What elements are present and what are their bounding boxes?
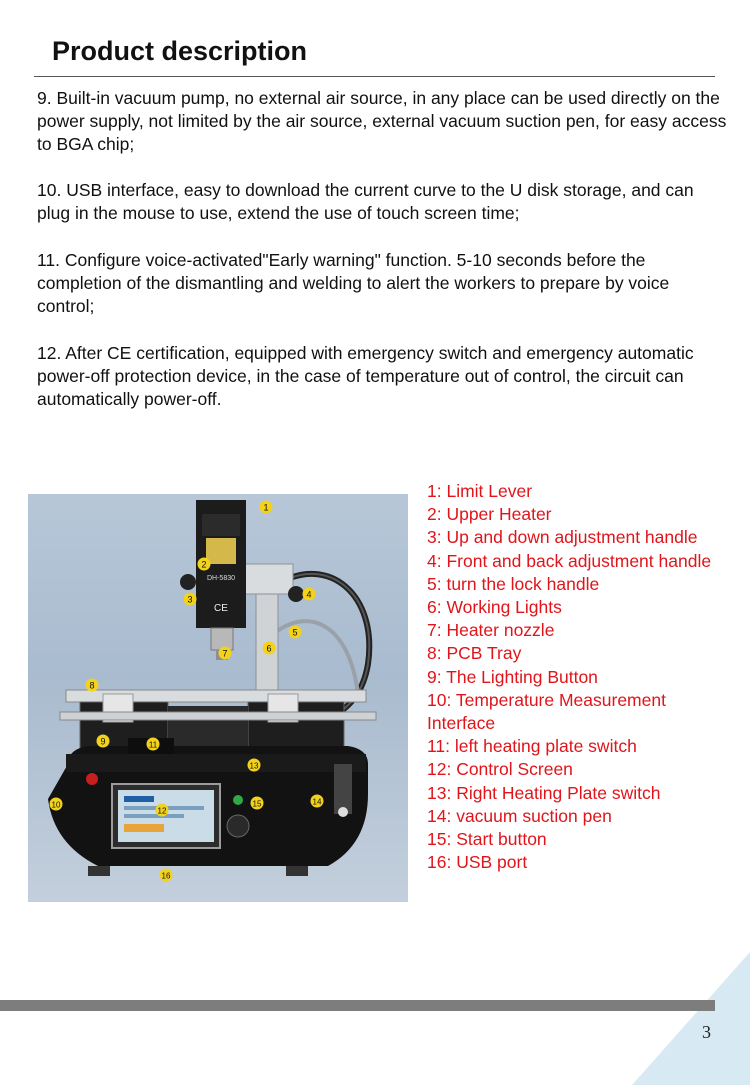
legend-item: 9: The Lighting Button [427,666,598,687]
svg-text:5: 5 [292,627,298,638]
legend-item: 5: turn the lock handle [427,573,600,594]
model-label: DH-5830 [206,575,236,582]
paragraph-11: 11. Configure voice-activated"Early warning" function. 5-10 seconds before the completion of the dismantling and welding to alert the workers to prepare by voice control; [37,250,670,316]
svg-text:12: 12 [157,806,167,816]
legend-item: 4: Front and back adjustment handle [427,550,712,571]
svg-text:13: 13 [249,761,259,771]
legend-item: 12: Control Screen [427,759,573,780]
legend-item: 15: Start button [427,829,547,850]
svg-text:16: 16 [161,871,171,881]
legend-item: 7: Heater nozzle [427,620,555,641]
paragraph-9: 9. Built-in vacuum pump, no external air source, in any place can be used directly on the power supply, not limited by the air source, external vacuum suction pen, for easy access to BGA chip; [37,88,727,154]
svg-text:11: 11 [148,740,158,750]
svg-text:9: 9 [100,736,106,747]
svg-text:8: 8 [89,680,95,691]
svg-text:14: 14 [312,797,322,807]
paragraph-10: 10. USB interface, easy to download the current curve to the U disk storage, and can plug in the mouse to use, extend the use of touch screen time; [37,180,694,223]
paragraph-12: 12. After CE certification, equipped with emergency switch and emergency automatic power-off protection device, in the case of temperature out of control, the circuit can automatically power-off. [37,343,694,409]
legend-item: 16: USB port [427,852,528,873]
svg-text:7: 7 [222,648,228,659]
svg-text:3: 3 [187,594,193,605]
legend-item: 1: Limit Lever [427,481,533,501]
legend-item: 11: left heating plate switch [427,736,637,757]
legend-item: 3: Up and down adjustment handle [427,527,698,548]
footer-bar [0,1000,715,1011]
legend-item: 10: Temperature Measurement Interface [427,689,666,734]
svg-text:2: 2 [201,559,207,570]
legend-item: 14: vacuum suction pen [427,805,612,826]
legend-item: 8: PCB Tray [427,643,522,664]
svg-text:1: 1 [263,502,269,513]
legend-item: 2: Upper Heater [427,504,552,525]
page-title: Product description [52,36,308,66]
svg-text:10: 10 [51,800,61,810]
ce-mark: CE [214,603,228,614]
legend-item: 13: Right Heating Plate switch [427,782,661,803]
svg-text:4: 4 [306,589,312,600]
svg-text:6: 6 [266,643,272,654]
legend-item: 6: Working Lights [427,597,562,618]
svg-text:15: 15 [252,799,262,809]
page-number: 3 [702,1022,711,1042]
